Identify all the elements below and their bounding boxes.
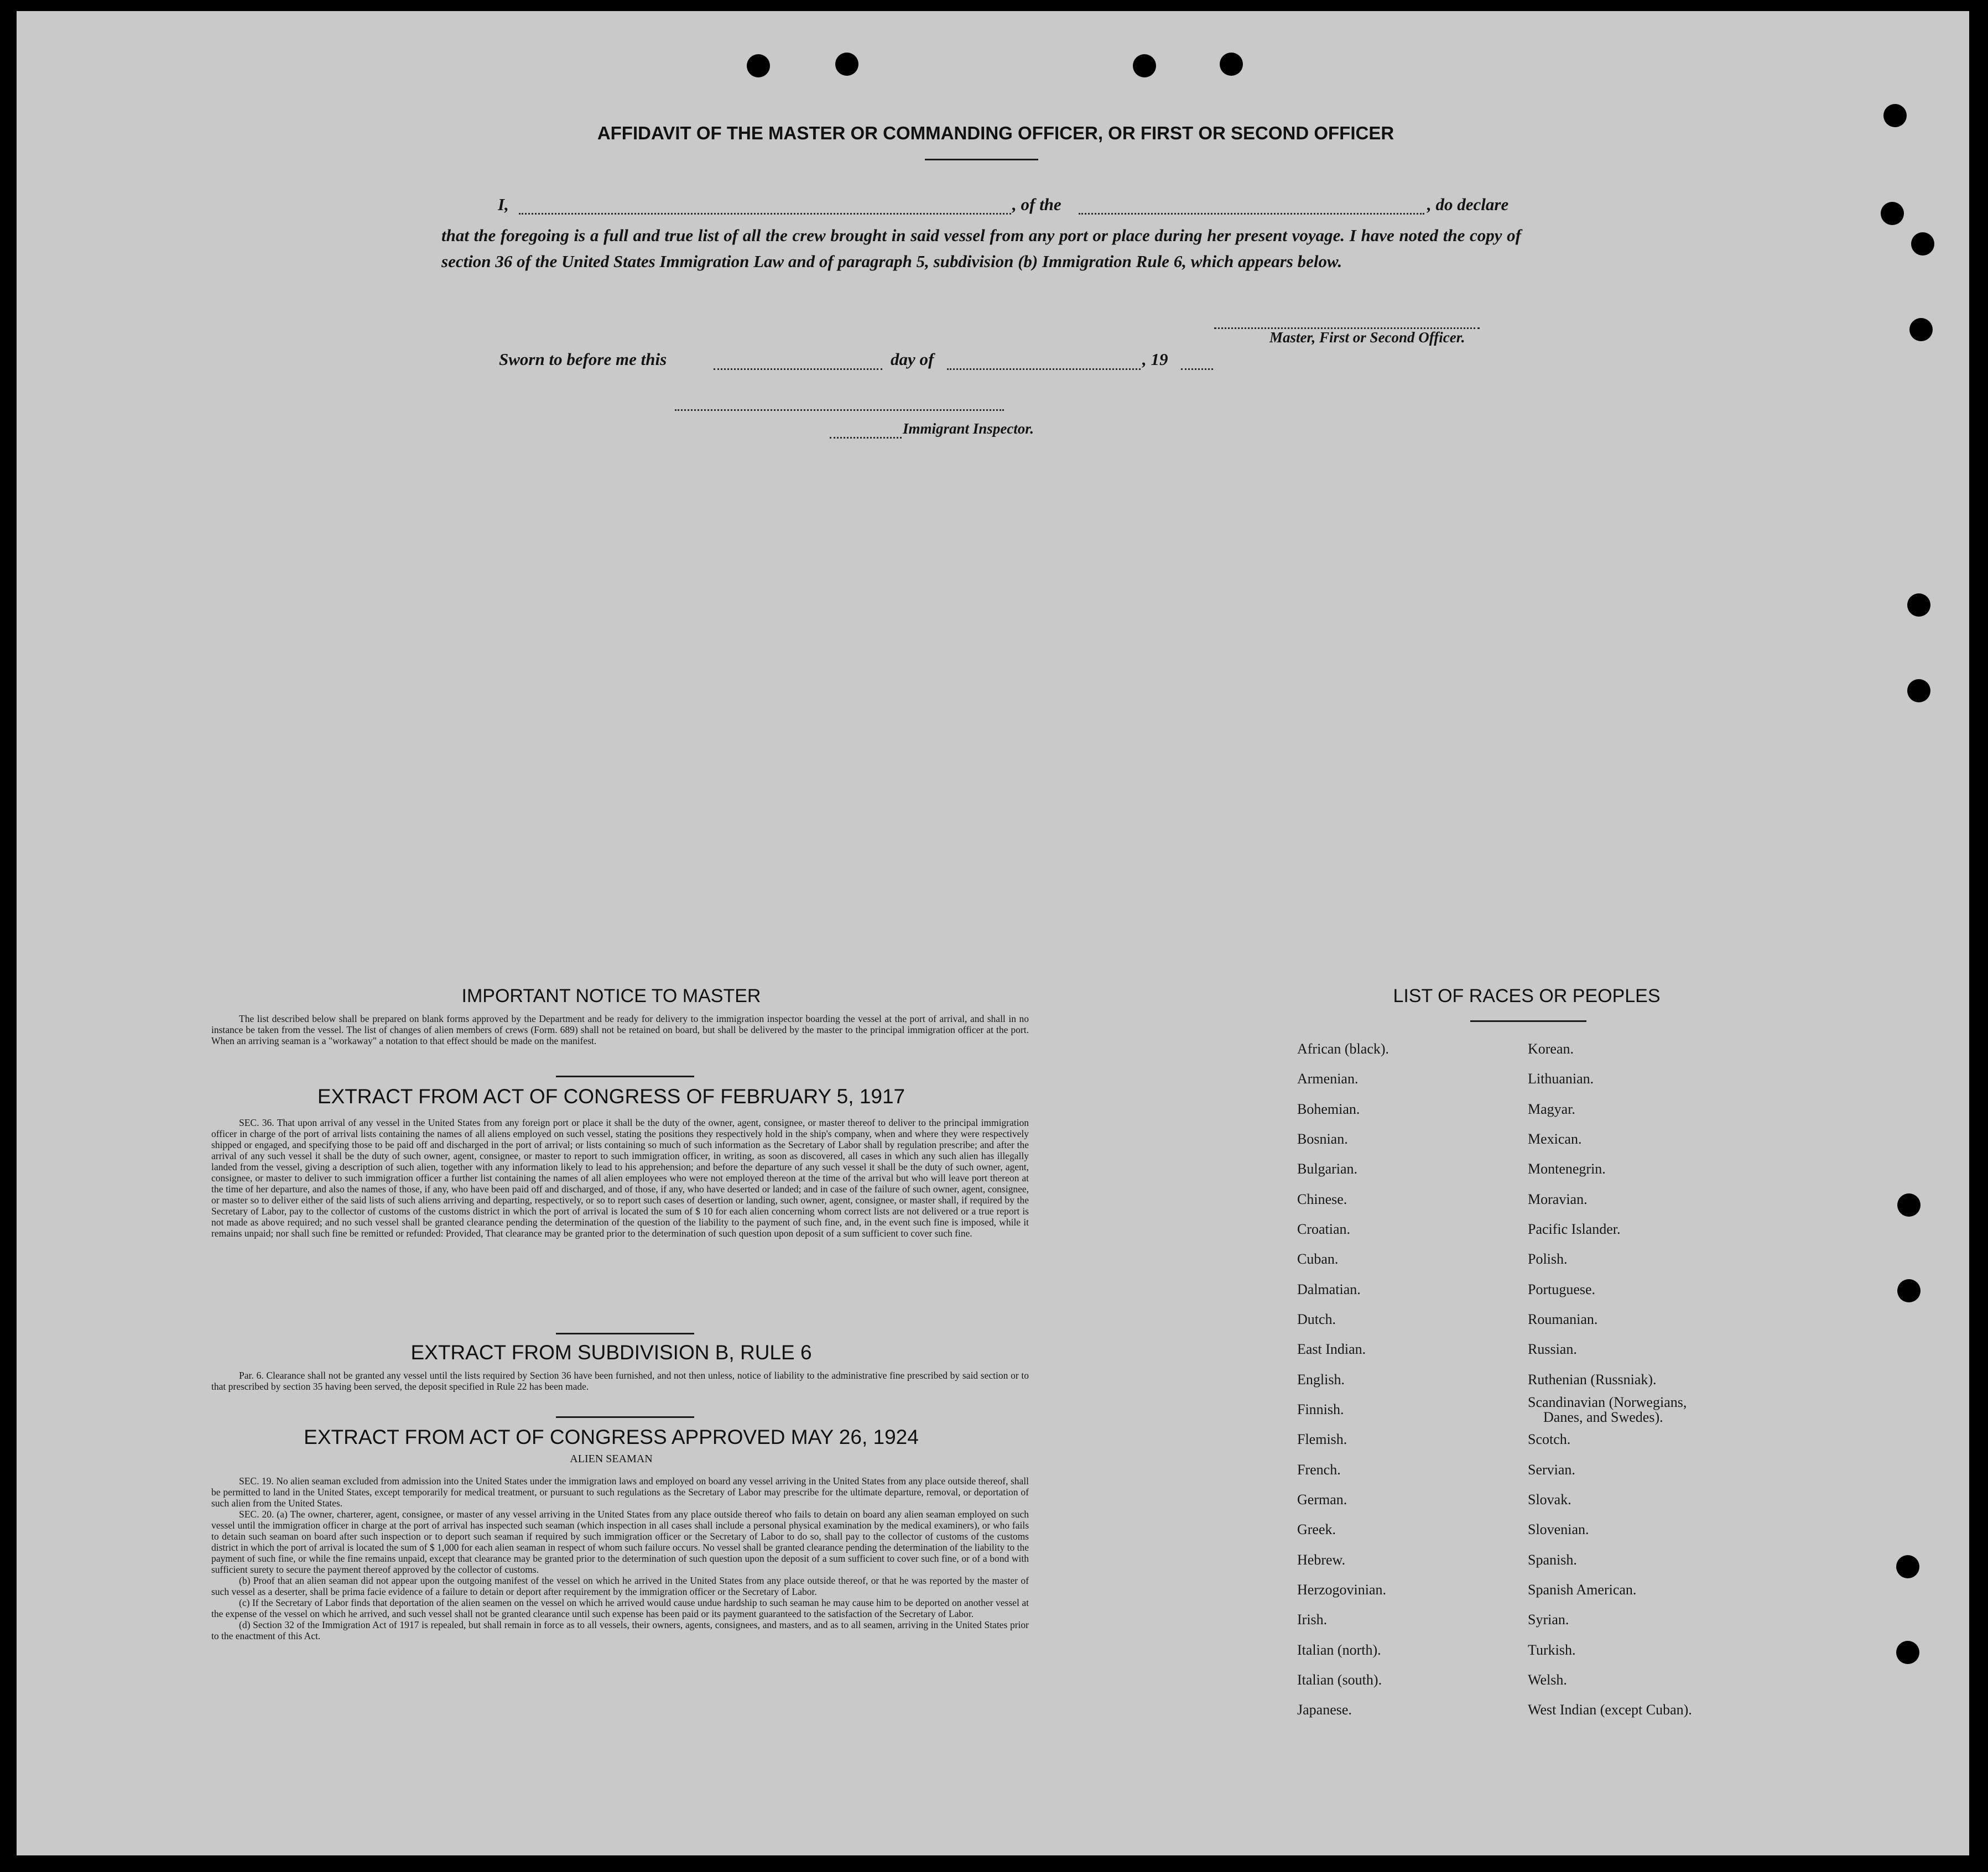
year-blank — [1181, 368, 1213, 370]
sec-20a-paragraph: SEC. 20. (a) The owner, charterer, agent, consignee, or master of any vessel arriving in the United States from any place outside thereof who fails to detain on board any alien seaman employed on such vessel until the immigration officer in charge at the port of arrival has inspected such seaman (which inspection in all cases shall include a personal physical examination by the medical examiners), or who fails to detain such seaman on board after such inspection or to deport such seaman if required by such immigration officer or the Secretary of Labor to do so, shall pay to the collector of customs of the customs district in which the port of arrival is located the sum of $ 1,000 for each alien seaman in respect of whom such failure occurs. No vessel shall be granted clearance pending the determination of the liability to the payment of such fine, or while the fine remains unpaid, except that clearance may be granted prior to the determination of such question upon the deposit of a sum sufficient to cover such fine, or of a bond with sufficient surety to secure the payment thereof approved by the collector of customs. — [211, 1509, 1029, 1575]
punch-hole — [1911, 232, 1934, 255]
punch-hole — [1220, 53, 1243, 76]
extract-1917-text: SEC. 36. That upon arrival of any vessel in the United States from any foreign port or place it shall be the duty of the owner, agent, consignee, or master thereof to deliver to the principal immigration officer in charge of the port of arrival lists containing the names of all aliens employed on such vessel, stating the positions they respectively hold in the ship's company, when and where they were respectively shipped or engaged, and specifying those to be paid off and discharged in the port of arrival; or lists containing so much of such information as the Secretary of Labor shall by regulation prescribe; and after the arrival of any such vessel it shall be the duty of such owner, agent, consignee, or master to report to such immigration officer, in writing, as soon as discovered, all cases in which any such alien has illegally landed from the vessel, giving a description of such alien, together with any information likely to lead to his apprehension; and before the departure of any such vessel it shall be the duty of such owner, agent, consignee, or master to deliver to such immigration officer a further list containing the names of all alien employees who were not employed thereon at the time of the arrival but who will leave port thereon at the time of her departure, and also the names of those, if any, who have been paid off and discharged, and of those, if any, who have deserted or landed; and in case of the failure of such owner, agent, consignee, or master so to deliver either of the said lists of such aliens arriving and departing, respectively, or so to report such cases of desertion or landing, such owner, agent, consignee, or master shall, if required by the Secretary of Labor, pay to the collector of customs of the customs district in which the port of arrival is located the sum of $ 10 for each alien concerning whom correct lists are not delivered or a true report is not made as above required; and no such vessel shall be granted clearance pending the determination of the question of the liability to the payment of such fine, and, in the event such fine is imposed, while it remains unpaid; nor shall such fine be remitted or refunded: Provided, That clearance may be granted prior to the determination of such question upon deposit of a sum sufficient to cover such fine. — [211, 1117, 1029, 1239]
punch-hole — [1896, 1555, 1919, 1578]
race-item: Servian. — [1528, 1462, 1575, 1478]
race-item: French. — [1297, 1462, 1341, 1478]
race-item: Croatian. — [1297, 1221, 1351, 1237]
race-item: Armenian. — [1297, 1071, 1359, 1087]
inspector-signature-line — [675, 409, 1004, 411]
notice-text: The list described below shall be prepared on blank forms approved by the Department and be ready for delivery to the immigration inspector boarding the vessel at the port of arrival, and shall in no instance be taken from the vessel. The list of changes of alien members of crews (Form. 689) shall not be retained on board, but shall be delivered by the master to the principal immigration officer at the port. When an arriving seaman is a "workaway" a notation to that effect should be made on the manifest. — [211, 1013, 1029, 1046]
race-item: Irish. — [1297, 1612, 1328, 1628]
race-item: Mexican. — [1528, 1131, 1582, 1147]
affidavit-of-label: , of the — [1012, 195, 1061, 214]
affidavit-body: that the foregoing is a full and true list of all the crew brought in said vessel from any port or place during her present voyage. I have noted the copy of section 36 of the United States Immigration Law and of paragraph 5, subdivision (b) Immigration Rule 6, which appears below. — [441, 226, 1521, 271]
master-signature-label: Master, First or Second Officer. — [1269, 329, 1465, 346]
inspector-label: Immigrant Inspector. — [903, 420, 1034, 437]
race-item: Pacific Islander. — [1528, 1221, 1621, 1237]
sec-20d-paragraph: (d) Section 32 of the Immigration Act of 1917 is repealed, but shall remain in force as to all vessels, their owners, agents, consignees, and masters, and as to all seamen, arriving in the United States prior to the enactment of this Act. — [211, 1619, 1029, 1641]
race-item: Italian (south). — [1297, 1672, 1382, 1688]
notice-title: IMPORTANT NOTICE TO MASTER — [461, 985, 761, 1007]
race-item: Lithuanian. — [1528, 1071, 1594, 1087]
day-of-label: day of — [891, 350, 934, 369]
race-item: East Indian. — [1297, 1341, 1366, 1357]
race-item: African (black). — [1297, 1041, 1389, 1057]
extract-1924-body — [211, 1475, 1029, 1641]
race-item: Dutch. — [1297, 1311, 1336, 1327]
vessel-blank — [1079, 213, 1424, 215]
day-blank — [714, 368, 882, 370]
races-title: LIST OF RACES OR PEOPLES — [1393, 985, 1661, 1007]
name-blank — [519, 213, 1011, 215]
race-item: Syrian. — [1528, 1612, 1569, 1628]
extract-1917-title: EXTRACT FROM ACT OF CONGRESS OF FEBRUARY 5, 1917 — [317, 1085, 905, 1108]
race-item: Spanish American. — [1528, 1582, 1637, 1598]
race-item: Herzogovinian. — [1297, 1582, 1387, 1598]
extract-1924-subtitle: ALIEN SEAMAN — [570, 1453, 653, 1465]
year-label: , 19 — [1142, 350, 1168, 369]
race-item: Chinese. — [1297, 1191, 1347, 1207]
races-title-rule — [1470, 1020, 1586, 1022]
race-item: Russian. — [1528, 1341, 1577, 1357]
punch-hole — [1909, 318, 1933, 341]
notice-rule — [556, 1076, 694, 1077]
rule6-title: EXTRACT FROM SUBDIVISION B, RULE 6 — [410, 1341, 812, 1364]
race-item: Spanish. — [1528, 1552, 1577, 1568]
race-item: Italian (north). — [1297, 1642, 1381, 1658]
race-item: Scotch. — [1528, 1431, 1571, 1447]
race-item: Flemish. — [1297, 1431, 1347, 1447]
affidavit-title: AFFIDAVIT OF THE MASTER OR COMMANDING OFFICER, OR FIRST OR SECOND OFFICER — [597, 123, 1394, 143]
race-item: Slovenian. — [1528, 1521, 1589, 1537]
punch-hole — [1883, 104, 1907, 127]
punch-hole — [1881, 202, 1904, 225]
rule6-rule — [556, 1416, 694, 1418]
race-item: Bosnian. — [1297, 1131, 1348, 1147]
punch-hole — [1897, 1279, 1921, 1302]
rule6-text: Par. 6. Clearance shall not be granted any vessel until the lists required by Section 36 have been furnished, and not then unless, notice of liability to the administrative fine prescribed by said section or to that prescribed by section 35 having been served, the deposit specified in Rule 22 has been made. — [211, 1370, 1029, 1392]
race-item: Greek. — [1297, 1521, 1336, 1537]
race-item: Ruthenian (Russniak). — [1528, 1372, 1657, 1388]
race-item: Portuguese. — [1528, 1281, 1596, 1297]
race-item: Japanese. — [1297, 1702, 1352, 1718]
punch-hole — [835, 53, 858, 76]
race-item: Welsh. — [1528, 1672, 1567, 1688]
punch-hole — [747, 54, 770, 77]
race-item: Dalmatian. — [1297, 1281, 1361, 1297]
punch-hole — [1907, 679, 1930, 702]
month-blank — [947, 368, 1141, 370]
race-item: Bohemian. — [1297, 1101, 1360, 1117]
race-item: Bulgarian. — [1297, 1161, 1358, 1177]
punch-hole — [1897, 1193, 1921, 1217]
race-item: Finnish. — [1297, 1401, 1344, 1417]
race-item: Roumanian. — [1528, 1311, 1598, 1327]
race-item: Slovak. — [1528, 1492, 1571, 1508]
affidavit-declare-label: , do declare — [1427, 195, 1509, 214]
affidavit-i-label: I, — [498, 195, 509, 214]
race-item: Moravian. — [1528, 1191, 1588, 1207]
race-item: English. — [1297, 1372, 1345, 1388]
affidavit-title-rule — [925, 159, 1038, 160]
race-item: Hebrew. — [1297, 1552, 1346, 1568]
race-item: Korean. — [1528, 1041, 1574, 1057]
race-item: Magyar. — [1528, 1101, 1575, 1117]
sec-20c-paragraph: (c) If the Secretary of Labor finds that deportation of the alien seamen on the vessel on which he arrived would cause undue hardship to such seaman he may cause him to be deported on another vessel at the expense of the vessel on which he arrived, and such vessel shall not be granted clearance until such expense has been paid or its payment guaranteed to the satisfaction of the Secretary of Labor. — [211, 1597, 1029, 1619]
punch-hole — [1133, 54, 1156, 77]
sec-19-paragraph: SEC. 19. No alien seaman excluded from admission into the United States under the immigration laws and employed on board any vessel arriving in the United States from any place outside thereof, shall be permitted to land in the United States, except temporarily for medical treatment, or pursuant to such regulations as the Secretary of Labor may prescribe for the ultimate departure, removal, or deportation of such alien from the United States. — [211, 1475, 1029, 1509]
race-item: Montenegrin. — [1528, 1161, 1606, 1177]
race-item-continued: Danes, and Swedes). — [1543, 1409, 1663, 1425]
extract-1924-title: EXTRACT FROM ACT OF CONGRESS APPROVED MAY 26, 1924 — [304, 1426, 919, 1448]
race-item: Polish. — [1528, 1251, 1568, 1267]
sec-20b-paragraph: (b) Proof that an alien seaman did not appear upon the outgoing manifest of the vessel on which he arrived in the United States from any place outside thereof, or that he was reported by the master of such vessel as a deserter, shall be prima facie evidence of a failure to detain or deport after requirement by the immigration officer or the Secretary of Labor. — [211, 1575, 1029, 1597]
race-item: Turkish. — [1528, 1642, 1576, 1658]
punch-hole — [1896, 1641, 1919, 1664]
race-item: German. — [1297, 1492, 1347, 1508]
sworn-label: Sworn to before me this — [499, 350, 667, 369]
race-item: Scandinavian (Norwegians, — [1528, 1394, 1687, 1410]
inspector-signature-line-2 — [830, 437, 902, 439]
punch-hole — [1907, 593, 1930, 617]
race-item: Cuban. — [1297, 1251, 1339, 1267]
extract-1917-rule — [556, 1333, 694, 1334]
race-item: West Indian (except Cuban). — [1528, 1702, 1692, 1718]
